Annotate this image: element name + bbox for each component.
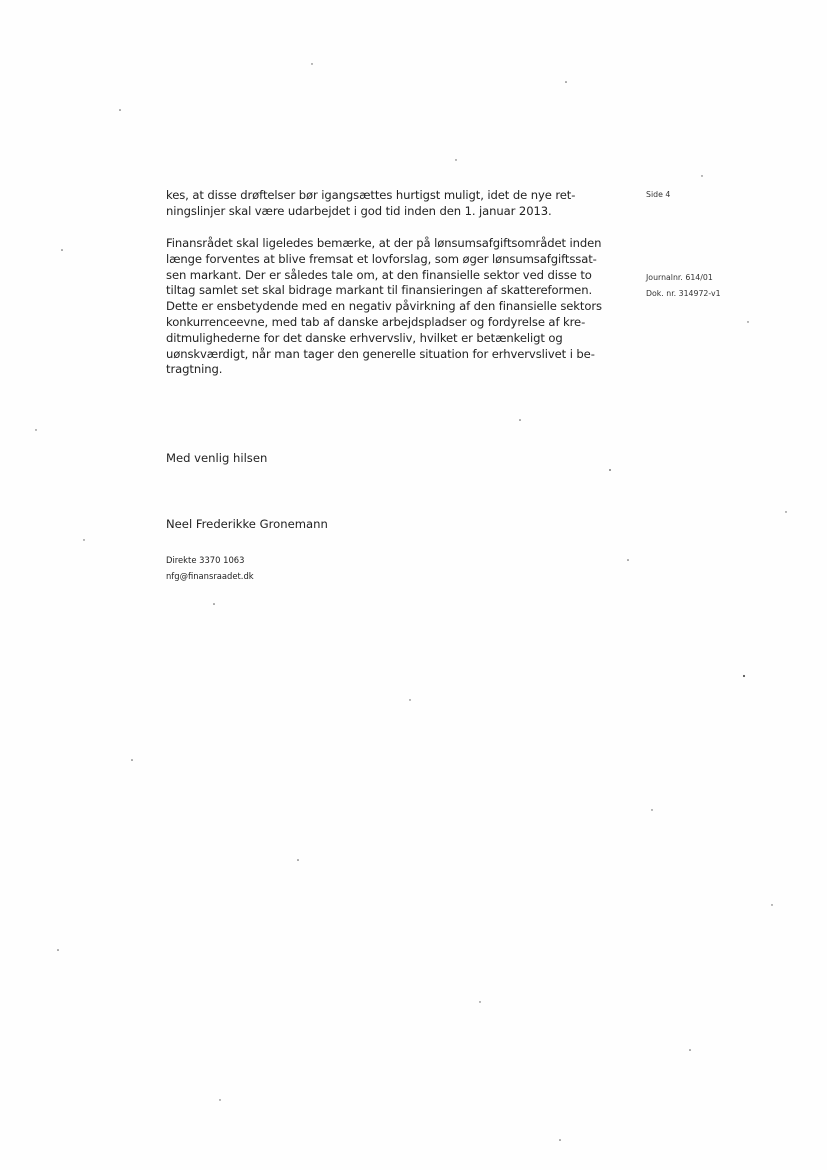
paragraph-2-line: tragtning. bbox=[166, 362, 223, 377]
paragraph-2-line: sen markant. Der er således tale om, at den finansielle sektor ved disse to bbox=[166, 267, 592, 282]
paragraph-2-line: konkurrenceevne, med tab af danske arbejdspladser og fordyrelse af kre- bbox=[166, 314, 586, 329]
email-address: nfg@finansraadet.dk bbox=[166, 571, 254, 581]
page-number: Side 4 bbox=[646, 190, 671, 199]
closing-greeting: Med venlig hilsen bbox=[166, 451, 268, 465]
journal-number: Journalnr. 614/01 bbox=[646, 273, 713, 282]
paragraph-1-line: kes, at disse drøftelser bør igangsættes hurtigst muligt, idet de nye ret- bbox=[166, 188, 576, 202]
paragraph-2-line: Dette er ensbetydende med en negativ påvirkning af den finansielle sektors bbox=[166, 299, 602, 314]
paragraph-2-line: uønskværdigt, når man tager den generelle situation for erhvervslivet i be- bbox=[166, 346, 595, 361]
paragraph-1 bbox=[166, 188, 606, 220]
paragraph-2-line: Finansrådet skal ligeledes bemærke, at der på lønsumsafgiftsområdet inden bbox=[166, 236, 602, 250]
paragraph-2 bbox=[166, 236, 606, 378]
direct-phone: Direkte 3370 1063 bbox=[166, 555, 245, 565]
paragraph-1-line: ningslinjer skal være udarbejdet i god tid inden den 1. januar 2013. bbox=[166, 203, 552, 218]
paragraph-2-line: ditmulighederne for det danske erhvervsliv, hvilket er betænkeligt og bbox=[166, 330, 563, 345]
contact-details bbox=[166, 552, 254, 584]
paragraph-2-line: tiltag samlet set skal bidrage markant til finansieringen af skattereformen. bbox=[166, 283, 593, 298]
paragraph-2-line: længe forventes at blive fremsat et lovforslag, som øger lønsumsafgiftssat- bbox=[166, 251, 597, 266]
document-number: Dok. nr. 314972-v1 bbox=[646, 289, 721, 298]
signer-name: Neel Frederikke Gronemann bbox=[166, 517, 328, 531]
